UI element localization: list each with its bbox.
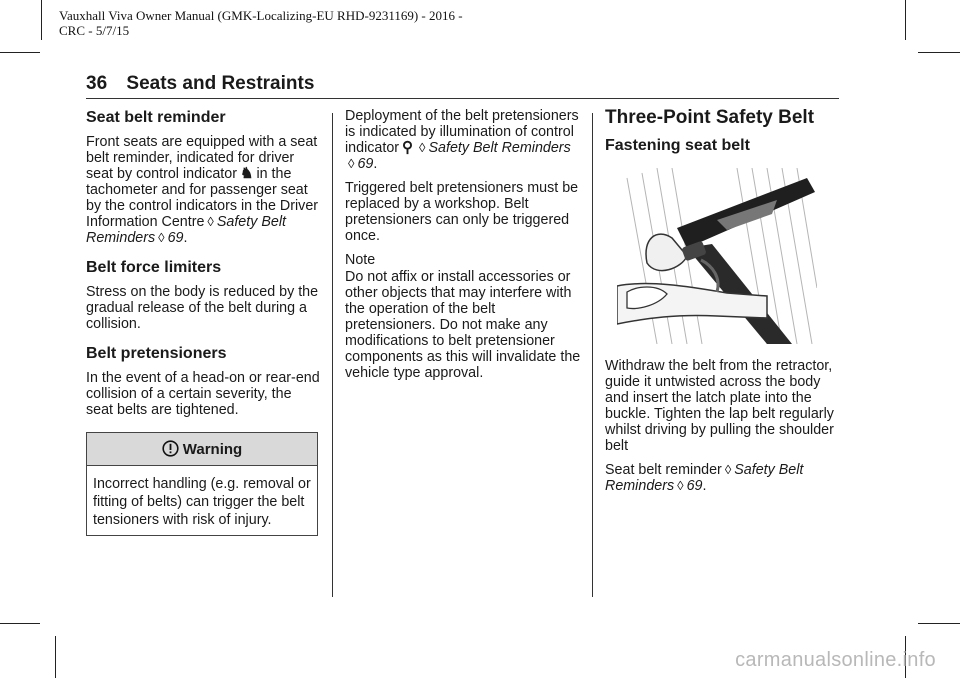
paragraph-belt-pretensioners: In the event of a head-on or rear-end collision of a certain severity, the seat belts are tightened. [86, 370, 320, 418]
link-safety-belt-reminders[interactable]: Safety Belt Reminders [428, 140, 571, 156]
column-divider [332, 113, 333, 597]
crop-mark [55, 636, 56, 678]
watermark: carmanualsonline.info [735, 649, 936, 671]
paragraph-deployment: Deployment of the belt pretensioners is indicated by illumination of control indicator ⚲ ◊ Safety Belt Reminders◊ 69. [345, 108, 579, 172]
page-title: Seats and Restraints [126, 73, 315, 94]
column-left [86, 108, 322, 536]
heading-belt-force-limiters: Belt force limiters [86, 259, 222, 276]
warning-box [86, 432, 318, 536]
heading-belt-pretensioners: Belt pretensioners [86, 345, 227, 362]
meta-line-2: CRC - 5/7/15 [59, 23, 130, 38]
page-number: 36 [86, 73, 108, 94]
link-safety-belt-reminders[interactable]: Safety Belt Reminders [86, 214, 286, 246]
column-middle [345, 108, 581, 389]
meta-line-1: Vauxhall Viva Owner Manual (GMK-Localizing-EU RHD-9231169) - 2016 - [59, 8, 463, 23]
heading-seat-belt-reminder: Seat belt reminder [86, 109, 226, 126]
crop-mark [918, 623, 960, 624]
heading-fastening-seat-belt: Fastening seat belt [605, 137, 750, 154]
crop-mark [918, 52, 960, 53]
link-safety-belt-reminders[interactable]: Safety Belt Reminders [605, 462, 804, 494]
note-label: Note [345, 252, 376, 268]
column-divider [592, 113, 593, 597]
paragraph-fastening-instructions: Withdraw the belt from the retractor, guide it untwisted across the body and insert the latch plate into the buckle. Tighten the lap belt regularly whilst driving by pulling the shoulder belt [605, 358, 834, 454]
paragraph-seat-belt-reference: Seat belt reminder ◊ Safety Belt Reminders ◊ 69. [605, 462, 804, 494]
paragraph-triggered: Triggered belt pretensioners must be replaced by a workshop. Belt pretensioners can only be triggered once. [345, 180, 579, 244]
warning-header [87, 433, 317, 466]
seatbelt-indicator-icon: ♞ [240, 165, 254, 182]
header-rule [86, 98, 839, 99]
cross-reference-icon: ◊ [207, 214, 214, 229]
reference-page: 69 [167, 230, 184, 246]
warning-text: Incorrect handling (e.g. removal or fitting of belts) can trigger the belt tensioners with risk of injury. [93, 476, 311, 528]
warning-icon [162, 436, 179, 469]
paragraph-seat-belt-reminder: Front seats are equipped with a seat belt reminder, indicated for driver seat by control indicator ♞ in the tachometer and for passenger seat by the control indicators in the Driver Information Centre ◊ Safety Belt Reminders ◊ 69. [86, 134, 319, 246]
reference-page: 69 [357, 156, 374, 172]
cross-reference-icon: ◊ [677, 478, 684, 493]
page-header [86, 73, 314, 95]
document-meta [59, 8, 463, 38]
column-right [605, 108, 841, 502]
crop-mark [41, 0, 42, 40]
warning-title: Warning [182, 441, 243, 458]
heading-three-point-safety-belt: Three-Point Safety Belt [605, 107, 815, 128]
cross-reference-icon: ◊ [348, 156, 355, 171]
reference-page: 69 [686, 478, 703, 494]
cross-reference-icon: ◊ [419, 140, 426, 155]
crop-mark [0, 623, 40, 624]
cross-reference-icon: ◊ [724, 462, 732, 477]
cross-reference-icon: ◊ [158, 230, 165, 245]
seat-belt-illustration [617, 168, 817, 344]
crop-mark [0, 52, 40, 53]
paragraph-belt-force-limiters: Stress on the body is reduced by the gradual release of the belt during a collision. [86, 284, 319, 332]
note-text: Do not affix or install accessories or other objects that may interfere with the operation of the belt pretensioners. Do not make any modifications to belt pretensioner components as this will invalidate the vehicle type approval. [345, 269, 581, 381]
crop-mark [905, 0, 906, 40]
airbag-indicator-icon: ⚲ [402, 139, 414, 156]
